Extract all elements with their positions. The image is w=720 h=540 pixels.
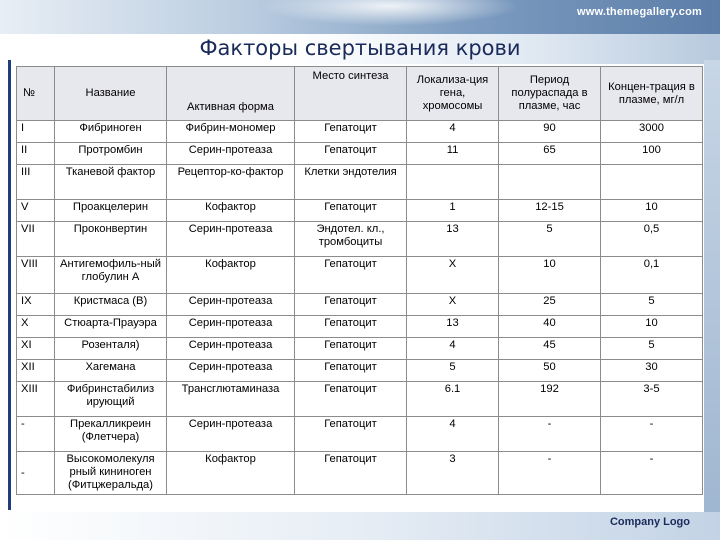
cell-concentration: 5	[601, 338, 703, 360]
cell-name: Розенталя)	[55, 338, 167, 360]
cell-half-life: 40	[499, 316, 601, 338]
table-row	[17, 121, 703, 143]
table-row	[17, 165, 703, 200]
cell-site: Гепатоцит	[295, 338, 407, 360]
cell-no: XII	[17, 360, 55, 382]
cell-half-life: 25	[499, 294, 601, 316]
cell-gene: X	[407, 294, 499, 316]
cell-no: II	[17, 143, 55, 165]
table-row	[17, 360, 703, 382]
cell-no: I	[17, 121, 55, 143]
cell-active-form: Серин-протеаза	[167, 417, 295, 452]
cell-active-form: Трансглютаминаза	[167, 382, 295, 417]
table-row	[17, 143, 703, 165]
site-url: www.themegallery.com	[576, 6, 702, 18]
cell-gene: 1	[407, 200, 499, 222]
company-logo: Company Logo	[609, 516, 690, 528]
page-title: Факторы свертывания крови	[199, 36, 521, 60]
cell-no: X	[17, 316, 55, 338]
cell-site: Гепатоцит	[295, 294, 407, 316]
cell-name: Фибриноген	[55, 121, 167, 143]
coagulation-factors-table	[16, 66, 703, 495]
table-row	[17, 338, 703, 360]
cell-half-life: -	[499, 417, 601, 452]
banner-glow	[260, 0, 520, 26]
cell-concentration: 100	[601, 143, 703, 165]
header-concentration: Концен-трация в плазме, мг/л	[601, 67, 703, 121]
cell-gene: 11	[407, 143, 499, 165]
cell-name: Тканевой фактор	[55, 165, 167, 200]
cell-half-life: 5	[499, 222, 601, 257]
cell-no: XIII	[17, 382, 55, 417]
cell-half-life: 45	[499, 338, 601, 360]
cell-gene: 5	[407, 360, 499, 382]
cell-half-life: 90	[499, 121, 601, 143]
cell-no: VIII	[17, 257, 55, 294]
cell-active-form: Фибрин-мономер	[167, 121, 295, 143]
cell-no: -	[17, 452, 55, 495]
table-row	[17, 417, 703, 452]
cell-site: Гепатоцит	[295, 316, 407, 338]
table-row	[17, 257, 703, 294]
cell-concentration: 10	[601, 200, 703, 222]
cell-active-form: Кофактор	[167, 257, 295, 294]
cell-site: Эндотел. кл., тромбоциты	[295, 222, 407, 257]
cell-name: Прекалликреин (Флетчера)	[55, 417, 167, 452]
table-row	[17, 200, 703, 222]
cell-gene: 4	[407, 417, 499, 452]
cell-active-form: Серин-протеаза	[167, 338, 295, 360]
cell-concentration: 5	[601, 294, 703, 316]
cell-concentration: 10	[601, 316, 703, 338]
table-row	[17, 382, 703, 417]
cell-concentration	[601, 165, 703, 200]
cell-half-life: 10	[499, 257, 601, 294]
cell-gene: 13	[407, 316, 499, 338]
header-name: Название	[55, 67, 167, 121]
cell-half-life: 12-15	[499, 200, 601, 222]
cell-no: IX	[17, 294, 55, 316]
cell-no: III	[17, 165, 55, 200]
cell-gene: 6.1	[407, 382, 499, 417]
header-synthesis-site: Место синтеза	[295, 67, 407, 121]
cell-active-form: Серин-протеаза	[167, 143, 295, 165]
cell-active-form: Кофактор	[167, 200, 295, 222]
cell-no: VII	[17, 222, 55, 257]
cell-no: -	[17, 417, 55, 452]
cell-concentration: 30	[601, 360, 703, 382]
cell-site: Гепатоцит	[295, 257, 407, 294]
cell-site: Гепатоцит	[295, 417, 407, 452]
cell-name: Проконвертин	[55, 222, 167, 257]
cell-half-life: 65	[499, 143, 601, 165]
cell-gene: 3	[407, 452, 499, 495]
top-banner	[0, 0, 720, 34]
cell-no: V	[17, 200, 55, 222]
table-row	[17, 222, 703, 257]
table-row	[17, 452, 703, 495]
cell-concentration: 3000	[601, 121, 703, 143]
cell-concentration: -	[601, 452, 703, 495]
header-no: №	[17, 67, 55, 121]
header-gene-location: Локализа-ция гена, хромосомы	[407, 67, 499, 121]
table-header-row	[17, 67, 703, 121]
cell-name: Стюарта-Прауэра	[55, 316, 167, 338]
cell-active-form: Серин-протеаза	[167, 294, 295, 316]
cell-half-life: 192	[499, 382, 601, 417]
cell-name: Антигемофиль-ный глобулин А	[55, 257, 167, 294]
header-half-life: Период полураспада в плазме, час	[499, 67, 601, 121]
cell-concentration: 0,1	[601, 257, 703, 294]
cell-no: XI	[17, 338, 55, 360]
cell-name: Проакцелерин	[55, 200, 167, 222]
cell-name: Высокомолекуля рный кининоген (Фитцжеральда)	[55, 452, 167, 495]
cell-half-life: 50	[499, 360, 601, 382]
cell-active-form: Кофактор	[167, 452, 295, 495]
cell-active-form: Серин-протеаза	[167, 222, 295, 257]
cell-active-form: Рецептор-ко-фактор	[167, 165, 295, 200]
right-accent-bar	[704, 60, 720, 520]
cell-gene: 13	[407, 222, 499, 257]
cell-half-life: -	[499, 452, 601, 495]
cell-gene: 4	[407, 121, 499, 143]
cell-name: Протромбин	[55, 143, 167, 165]
table-row	[17, 316, 703, 338]
left-accent-rule	[8, 60, 11, 510]
cell-active-form: Серин-протеаза	[167, 360, 295, 382]
cell-name: Фибринстабилиз ирующий	[55, 382, 167, 417]
cell-concentration: 3-5	[601, 382, 703, 417]
table-row	[17, 294, 703, 316]
cell-site: Гепатоцит	[295, 360, 407, 382]
cell-active-form: Серин-протеаза	[167, 316, 295, 338]
cell-gene: X	[407, 257, 499, 294]
cell-concentration: 0,5	[601, 222, 703, 257]
cell-concentration: -	[601, 417, 703, 452]
cell-site: Клетки эндотелия	[295, 165, 407, 200]
cell-site: Гепатоцит	[295, 382, 407, 417]
cell-half-life	[499, 165, 601, 200]
cell-name: Кристмаса (В)	[55, 294, 167, 316]
cell-site: Гепатоцит	[295, 200, 407, 222]
cell-gene: 4	[407, 338, 499, 360]
cell-name: Хагемана	[55, 360, 167, 382]
header-active-form: Активная форма	[167, 67, 295, 121]
cell-site: Гепатоцит	[295, 121, 407, 143]
cell-site: Гепатоцит	[295, 143, 407, 165]
cell-site: Гепатоцит	[295, 452, 407, 495]
cell-gene	[407, 165, 499, 200]
